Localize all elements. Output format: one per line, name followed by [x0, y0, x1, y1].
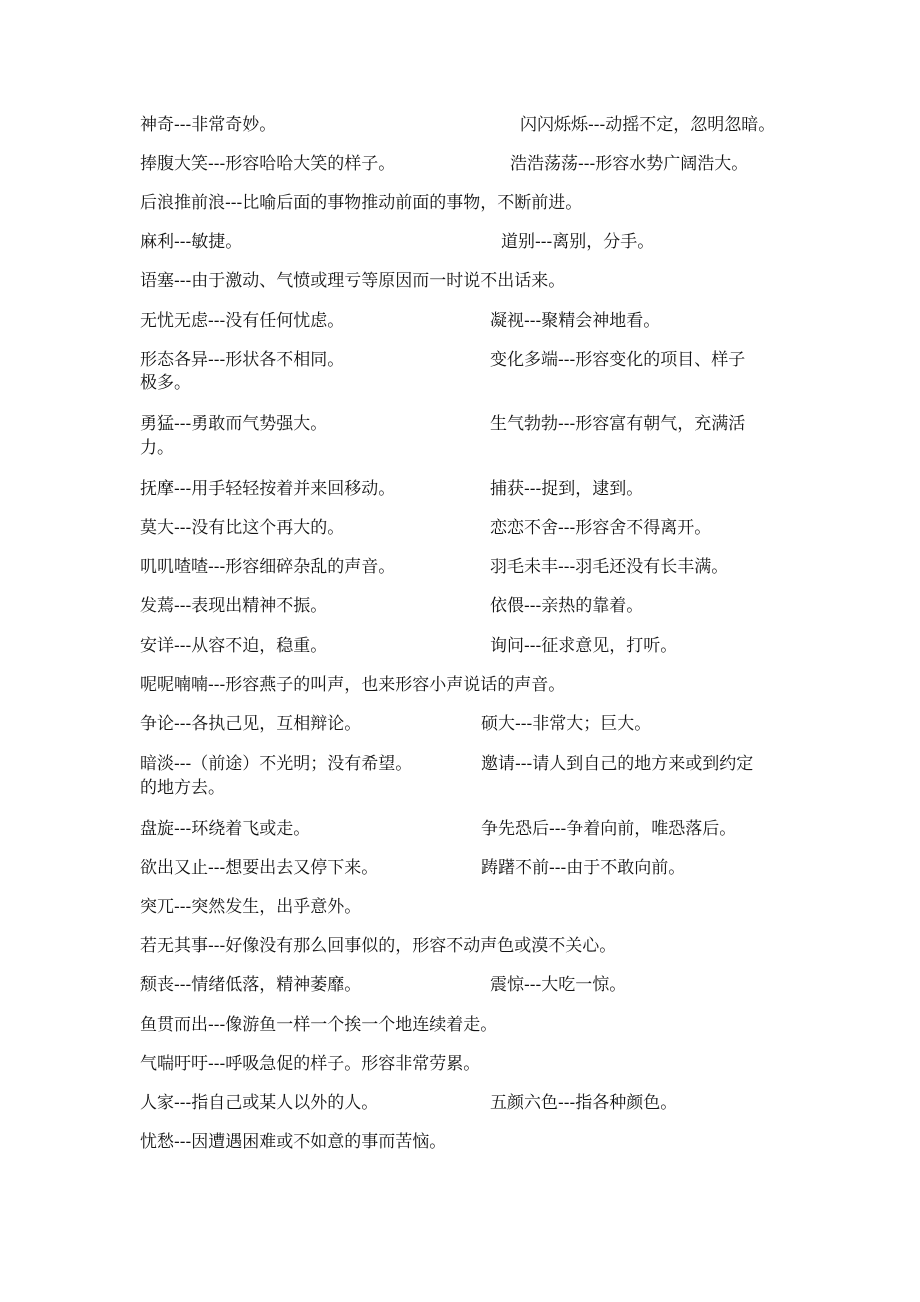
vocab-entry: 气喘吁吁---呼吸急促的样子。形容非常劳累。	[140, 1054, 481, 1074]
vocab-entry: 突兀---突然发生，出乎意外。	[140, 897, 362, 917]
vocab-entry: 麻利---敏捷。	[140, 232, 243, 252]
vocab-entry: 变化多端---形容变化的项目、样子	[490, 350, 746, 370]
vocab-entry: 凝视---聚精会神地看。	[490, 311, 661, 331]
vocab-entry: 神奇---非常奇妙。	[140, 115, 277, 135]
vocab-entry: 莫大---没有比这个再大的。	[140, 518, 345, 538]
vocab-entry: 若无其事---好像没有那么回事似的，形容不动声色或漠不关心。	[140, 936, 617, 956]
vocab-entry: 羽毛未丰---羽毛还没有长丰满。	[490, 557, 729, 577]
vocab-entry: 勇猛---勇敢而气势强大。	[140, 414, 328, 434]
vocab-entry-continuation: 极多。	[140, 373, 191, 393]
vocab-entry: 安详---从容不迫，稳重。	[140, 636, 328, 656]
vocab-entry: 抚摩---用手轻轻按着并来回移动。	[140, 479, 396, 499]
vocab-entry: 盘旋---环绕着飞或走。	[140, 819, 311, 839]
vocab-entry: 语塞---由于激动、气愤或理亏等原因而一时说不出话来。	[140, 271, 566, 291]
vocab-entry: 硕大---非常大；巨大。	[481, 714, 652, 734]
vocab-entry: 浩浩荡荡---形容水势广阔浩大。	[510, 154, 749, 174]
vocab-entry: 颓丧---情绪低落，精神萎靡。	[140, 975, 362, 995]
vocab-entry: 叽叽喳喳---形容细碎杂乱的声音。	[140, 557, 396, 577]
vocab-entry: 捧腹大笑---形容哈哈大笑的样子。	[140, 154, 396, 174]
vocab-entry: 形态各异---形状各不相同。	[140, 350, 345, 370]
vocab-entry-continuation: 的地方去。	[140, 778, 225, 798]
vocab-entry: 道别---离别，分手。	[501, 232, 655, 252]
vocab-entry: 争先恐后---争着向前，唯恐落后。	[481, 819, 737, 839]
vocab-entry: 踌躇不前---由于不敢向前。	[481, 858, 686, 878]
vocab-entry: 无忧无虑---没有任何忧虑。	[140, 311, 345, 331]
vocab-entry: 五颜六色---指各种颜色。	[490, 1093, 678, 1113]
vocab-entry: 忧愁---因遭遇困难或不如意的事而苦恼。	[140, 1132, 447, 1152]
vocab-entry: 呢呢喃喃---形容燕子的叫声，也来形容小声说话的声音。	[140, 675, 566, 695]
vocab-entry: 询问---征求意见，打听。	[490, 636, 678, 656]
vocab-entry: 生气勃勃---形容富有朝气，充满活	[490, 414, 746, 434]
vocab-entry: 捕获---捉到，逮到。	[490, 479, 644, 499]
vocab-entry: 暗淡---（前途）不光明；没有希望。	[140, 754, 413, 774]
vocab-entry: 争论---各执己见，互相辩论。	[140, 714, 362, 734]
vocab-entry: 发蔫---表现出精神不振。	[140, 596, 328, 616]
vocab-entry: 恋恋不舍---形容舍不得离开。	[490, 518, 712, 538]
vocab-entry: 依偎---亲热的靠着。	[490, 596, 644, 616]
vocab-entry: 闪闪烁烁---动摇不定，忽明忽暗。	[520, 115, 776, 135]
vocab-entry: 欲出又止---想要出去又停下来。	[140, 858, 379, 878]
vocab-entry: 后浪推前浪---比喻后面的事物推动前面的事物，不断前进。	[140, 193, 583, 213]
vocab-entry: 人家---指自己或某人以外的人。	[140, 1093, 379, 1113]
vocab-entry: 鱼贯而出---像游鱼一样一个挨一个地连续着走。	[140, 1015, 498, 1035]
vocab-entry: 邀请---请人到自己的地方来或到约定	[481, 754, 754, 774]
vocab-entry-continuation: 力。	[140, 438, 174, 458]
vocab-entry: 震惊---大吃一惊。	[490, 975, 627, 995]
